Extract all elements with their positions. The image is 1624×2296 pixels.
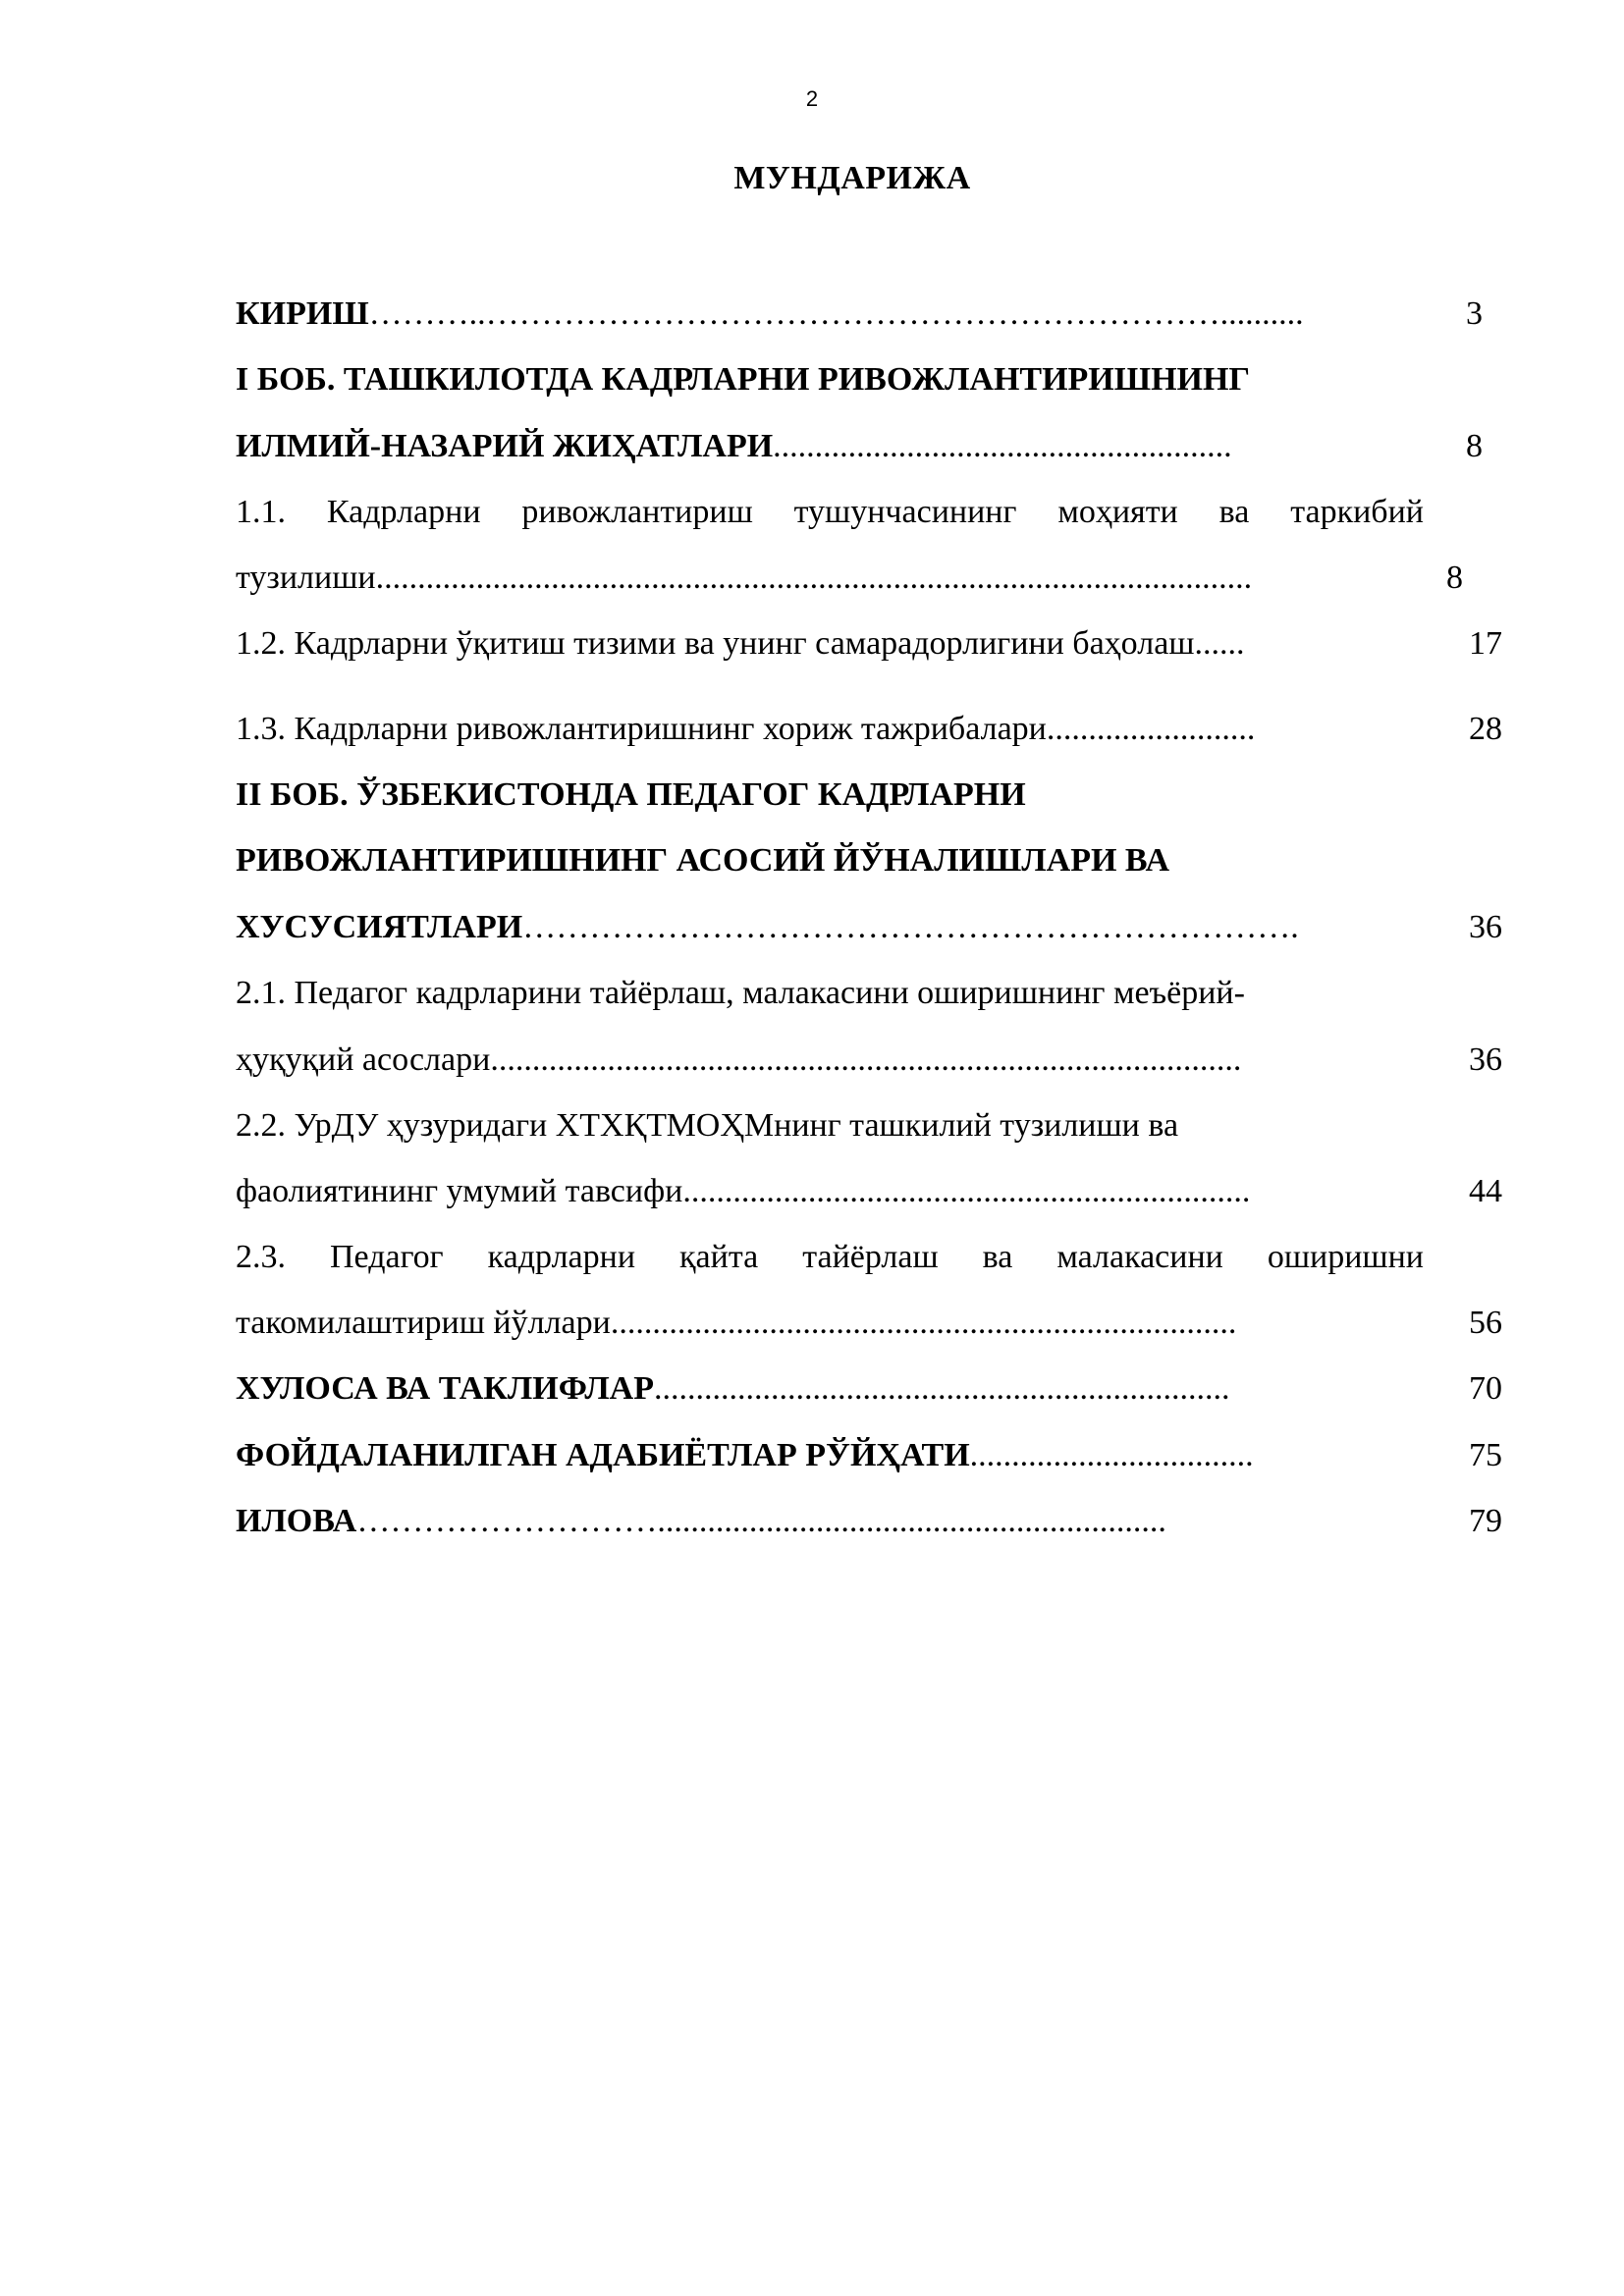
toc-chapter-2-line-3 [236, 903, 1299, 952]
toc-entry-label: ХУСУСИЯТЛАРИ [236, 909, 523, 945]
toc-page-number: 36 [1469, 909, 1502, 945]
toc-entry-intro [236, 290, 1304, 339]
toc-entry-label: ХУЛОСА ВА ТАКЛИФЛАР [236, 1370, 654, 1407]
toc-section-2-2-line-1: 2.2. УрДУ ҳузуридаги ХТХҚТМОҲМнинг ташкилий тузилиши ва [236, 1107, 1179, 1144]
toc-page-number: 17 [1469, 625, 1502, 662]
dot-leader: ........................................................................... [610, 1305, 1237, 1341]
toc-chapter-1-line-1: I БОБ. ТАШКИЛОТДА КАДРЛАРНИ РИВОЖЛАНТИРИШНИНГ [236, 361, 1251, 398]
toc-entry-label: ҳуқуқий асослари [236, 1041, 491, 1078]
toc-page-number: 44 [1469, 1173, 1502, 1209]
dot-leader: ......................................................................................................... [375, 560, 1253, 596]
dot-leader: ....................................................... [773, 428, 1232, 464]
dot-leader: ..................................................................... [654, 1370, 1230, 1407]
toc-section-2-1-line-2 [236, 1036, 1241, 1085]
dot-leader: .................................. [969, 1437, 1254, 1473]
toc-entry-label: КИРИШ [236, 295, 369, 332]
toc-section-2-3-line-1: 2.3. Педагог кадрларни қайта тайёрлаш ва малакасини оширишни [236, 1239, 1424, 1275]
toc-section-1-1-line-2 [236, 554, 1252, 603]
toc-chapter-1-line-2 [236, 422, 1232, 471]
toc-page-number: 3 [1466, 295, 1483, 332]
toc-section-2-1-line-1: 2.1. Педагог кадрларини тайёрлаш, малакасини оширишнинг меъёрий- [236, 975, 1245, 1011]
dot-leader: ………..………………………………………………………….......... [368, 295, 1304, 332]
toc-page-number: 75 [1469, 1437, 1502, 1473]
dot-leader: ……………………………………………………………. [522, 909, 1299, 945]
toc-page-number: 79 [1469, 1503, 1502, 1539]
toc-entry-label: 1.3. Кадрларни ривожлантиришнинг хориж тажрибалари [236, 711, 1047, 747]
toc-section-1-3 [236, 705, 1255, 754]
toc-entry-references [236, 1431, 1254, 1480]
dot-leader: ………………………............................................................. [356, 1503, 1166, 1539]
toc-entry-label: такомилаштириш йўллари [236, 1305, 611, 1341]
toc-entry-label: ИЛОВА [236, 1503, 357, 1539]
toc-entry-conclusion [236, 1364, 1230, 1414]
toc-entry-label: 1.2. Кадрларни ўқитиш тизими ва унинг самарадорлигини баҳолаш [236, 625, 1195, 662]
toc-entry-appendix [236, 1497, 1166, 1546]
dot-leader: .......................................................................................... [490, 1041, 1242, 1078]
dot-leader: ...... [1194, 625, 1245, 662]
toc-section-1-2 [236, 619, 1244, 668]
dot-leader: .................................................................... [682, 1173, 1251, 1209]
toc-section-2-2-line-2 [236, 1167, 1250, 1216]
toc-page-number: 36 [1469, 1041, 1502, 1078]
page-number: 2 [805, 86, 819, 111]
toc-section-1-1-line-1: 1.1. Кадрларни ривожлантириш тушунчасининг моҳияти ва таркибий [236, 494, 1424, 530]
toc-entry-label: фаолиятининг умумий тавсифи [236, 1173, 683, 1209]
toc-chapter-2-line-2: РИВОЖЛАНТИРИШНИНГ АСОСИЙ ЙЎНАЛИШЛАРИ ВА [236, 842, 1170, 879]
page-title: МУНДАРИЖА [733, 160, 971, 196]
toc-section-2-3-line-2 [236, 1299, 1236, 1348]
toc-page-number: 28 [1469, 711, 1502, 747]
toc-page-number: 8 [1466, 428, 1483, 464]
toc-page-number: 56 [1469, 1305, 1502, 1341]
toc-entry-label: ФОЙДАЛАНИЛГАН АДАБИЁТЛАР РЎЙҲАТИ [236, 1437, 970, 1473]
toc-page-number: 70 [1469, 1370, 1502, 1407]
toc-chapter-2-line-1: II БОБ. ЎЗБЕКИСТОНДА ПЕДАГОГ КАДРЛАРНИ [236, 776, 1026, 813]
toc-entry-label: тузилиши [236, 560, 376, 596]
dot-leader: ......................... [1046, 711, 1256, 747]
toc-page-number: 8 [1446, 560, 1463, 596]
toc-entry-label: ИЛМИЙ-НАЗАРИЙ ЖИҲАТЛАРИ [236, 428, 774, 464]
